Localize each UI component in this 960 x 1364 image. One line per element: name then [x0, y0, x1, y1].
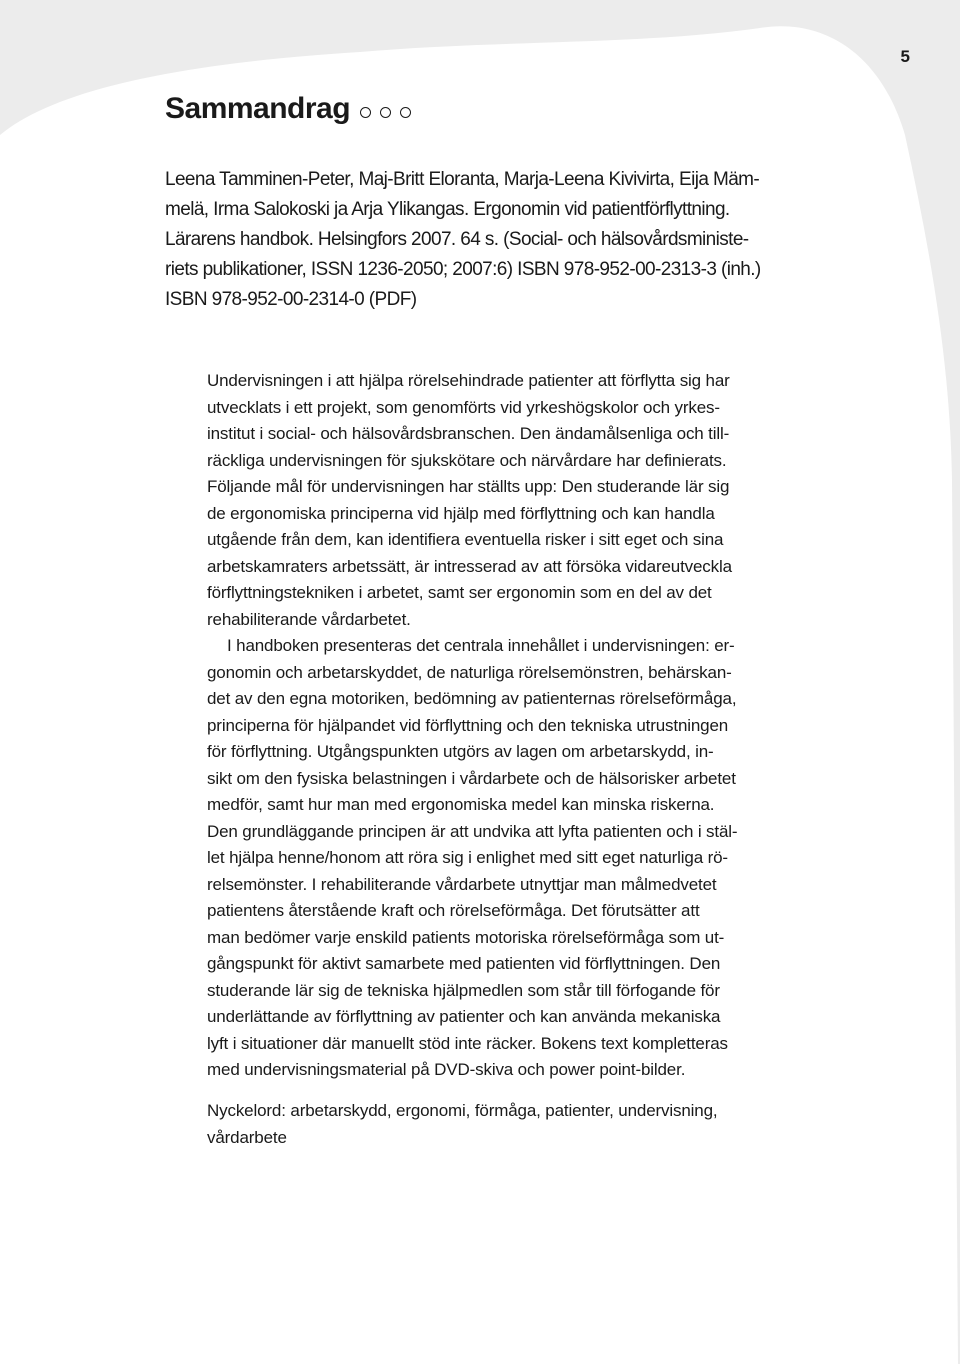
abstract-line: underlättande av förflyttning av patienter och kan använda mekaniska — [207, 1007, 721, 1026]
abstract-line: det av den egna motoriken, bedömning av patienternas rörelseförmåga, — [207, 689, 737, 708]
keywords — [207, 1098, 835, 1151]
page-title: Sammandrag — [165, 92, 351, 125]
circle-icon — [360, 107, 371, 118]
heading-decoration — [360, 101, 411, 118]
heading — [165, 92, 411, 126]
abstract-line: Följande mål för undervisningen har ställts upp: Den studerande lär sig — [207, 477, 730, 496]
citation-line: Leena Tamminen-Peter, Maj-Britt Eloranta, Marja-Leena Kivivirta, Eija Mäm- — [165, 169, 760, 190]
abstract-paragraph — [207, 633, 835, 1084]
abstract-line: Undervisningen i att hjälpa rörelsehindrade patienter att förflytta sig har — [207, 371, 730, 390]
abstract-line: I handboken presenteras det centrala innehållet i undervisningen: er- — [227, 636, 735, 655]
abstract-paragraph — [207, 368, 835, 633]
citation-line: ISBN 978-952-00-2314-0 (PDF) — [165, 289, 417, 310]
keywords-label: Nyckelord: — [207, 1101, 286, 1120]
citation-line: melä, Irma Salokoski ja Arja Ylikangas. Ergonomin vid patientförflyttning. — [165, 199, 730, 220]
abstract-line: gångspunkt för aktivt samarbete med patienten vid förflyttningen. Den — [207, 954, 721, 973]
abstract-line: de ergonomiska principerna vid hjälp med förflyttning och kan handla — [207, 503, 715, 523]
abstract-line: förflyttningstekniken i arbetet, samt ser ergonomin som en del av det — [207, 583, 712, 602]
abstract — [207, 368, 835, 1084]
citation-line: Lärarens handbok. Helsingfors 2007. 64 s. (Social- och hälsovårdsministe- — [165, 229, 749, 250]
page-number: 5 — [900, 47, 910, 66]
keywords-paragraph — [207, 1098, 835, 1151]
abstract-line: lyft i situationer där manuellt stöd inte räcker. Bokens text kompletteras — [207, 1033, 728, 1053]
abstract-line: medför, samt hur man med ergonomiska medel kan minska riskerna. — [207, 795, 715, 814]
abstract-line: institut i social- och hälsovårdsbranschen. Den ändamålsenliga och till- — [207, 424, 730, 443]
keywords-line: vårdarbete — [207, 1127, 287, 1147]
abstract-line: man bedömer varje enskild patients motoriska rörelseförmåga som ut- — [207, 927, 725, 947]
abstract-line: arbetskamraters arbetssätt, är intresserad av att försöka vidareutveckla — [207, 556, 732, 576]
abstract-line: utgående från dem, kan identifiera eventuella risker i sitt eget och sina — [207, 530, 724, 549]
abstract-line: relsemönster. I rehabiliterande vårdarbete utnyttjar man målmedvetet — [207, 874, 717, 894]
abstract-line: let hjälpa henne/honom att röra sig i enlighet med sitt eget naturliga rö- — [207, 848, 728, 867]
abstract-line: för förflyttning. Utgångspunkten utgörs av lagen om arbetarskydd, in- — [207, 742, 714, 761]
citation-text — [165, 165, 845, 315]
citation-line: riets publikationer, ISSN 1236-2050; 2007:6) ISBN 978-952-00-2313-3 (inh.) — [165, 259, 761, 280]
abstract-line: patientens återstående kraft och rörelseförmåga. Det förutsätter att — [207, 901, 700, 920]
circle-icon — [380, 107, 391, 118]
abstract-line: räckliga undervisningen för sjukskötare och närvårdare har definierats. — [207, 450, 727, 470]
abstract-line: gonomin och arbetarskyddet, de naturliga rörelsemönstren, behärskan- — [207, 662, 732, 682]
abstract-line: Den grundläggande principen är att undvika att lyfta patienten och i stäl- — [207, 821, 738, 841]
abstract-line: principerna för hjälpandet vid förflyttning och den tekniska utrustningen — [207, 715, 729, 735]
abstract-line: med undervisningsmaterial på DVD-skiva och power point-bilder. — [207, 1060, 686, 1079]
abstract-line: utvecklats i ett projekt, som genomförts vid yrkeshögskolor och yrkes- — [207, 397, 720, 417]
circle-icon — [400, 107, 411, 118]
abstract-line: sikt om den fysiska belastningen i vårdarbete och de hälsorisker arbetet — [207, 768, 736, 788]
keywords-line: arbetarskydd, ergonomi, förmåga, patienter, undervisning, — [290, 1101, 718, 1120]
abstract-line: rehabiliterande vårdarbetet. — [207, 609, 411, 629]
bibliographic-citation — [165, 165, 845, 315]
abstract-line: studerande lär sig de tekniska hjälpmedlen som står till förfogande för — [207, 980, 720, 1000]
